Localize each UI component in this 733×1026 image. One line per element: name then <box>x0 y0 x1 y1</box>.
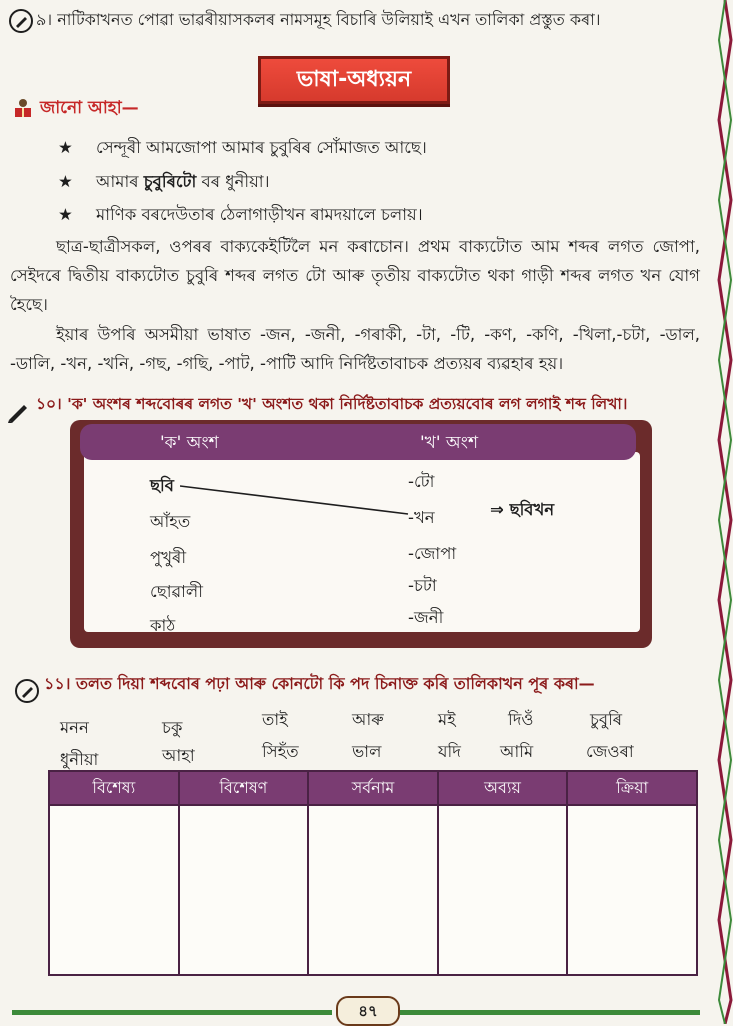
book-reader-icon <box>12 97 34 119</box>
section-title-banner: ভাষা-অধ্যয়ন <box>258 56 450 104</box>
parts-of-speech-table <box>48 770 698 976</box>
pencil-icon <box>6 398 32 424</box>
word: আৰু <box>352 710 384 729</box>
star-icon: ★ <box>58 205 73 224</box>
word: আমি <box>500 742 534 761</box>
table-header: বিশেষণ <box>179 771 309 805</box>
pencil-icon <box>14 678 40 704</box>
footer-line <box>12 1010 332 1015</box>
table-header: অব্যয় <box>438 771 568 805</box>
col-b-item: -খন <box>408 508 435 527</box>
word: যদি <box>438 742 461 761</box>
word: দিওঁ <box>508 710 534 729</box>
bullet-2: ★ আমাৰ চুবুৰিটো বৰ ধুনীয়া। <box>58 172 270 191</box>
col-b-header: 'খ' অংশ <box>420 433 479 453</box>
question-11-text: ১১। তলত দিয়া শব্দবোৰ পঢ়া আৰু কোনটো কি পদ চিনাক্ত কৰি তালিকাখন পূৰ কৰা— <box>44 674 595 693</box>
match-box-header <box>80 424 636 460</box>
table-cell[interactable] <box>438 805 568 975</box>
star-icon: ★ <box>58 138 73 157</box>
col-b-item: -জোপা <box>408 544 457 563</box>
word: চুবুৰি <box>590 710 623 729</box>
explanation-paragraph-1: ছাত্ৰ-ছাত্ৰীসকল, ওপৰৰ বাক্যকেইটিলৈ মন কৰাচোন। প্ৰথম বাক্যটোত আম শব্দৰ লগত জোপা, সেইদৰে দ্বিতীয় বাক্যটোত চুবুৰি শব্দৰ লগত টো আৰু তৃতীয় বাক্যটোত থকা গাড়ী শব্দৰ লগত খন যোগ হৈছে। <box>10 237 700 314</box>
word: জেওৰা <box>586 742 634 761</box>
explanation-paragraph-2: ইয়াৰ উপৰি অসমীয়া ভাষাত -জন, -জনী, -গৰাকী, -টা, -টি, -কণ, -কণি, -খিলা,-চটা, -ডাল, -ডালি, -খন, -খনি, -গছ, -গছি, -পাট, -পাটি আদি নিৰ্দিষ্টতাবাচক প্ৰত্যয়ৰ ব্যৱহাৰ হয়। <box>10 325 700 373</box>
table-header: সৰ্বনাম <box>308 771 438 805</box>
page-border-decoration <box>717 0 733 1024</box>
col-a-header: 'ক' অংশ <box>160 433 219 453</box>
table-cell[interactable] <box>49 805 179 975</box>
col-a-item: আঁহত <box>150 512 191 531</box>
bullet-1: ★ সেন্দূৰী আমজোপা আমাৰ চুবুৰিৰ সোঁমাজত আছে। <box>58 138 427 157</box>
match-connector-line <box>180 480 412 520</box>
word: আহা <box>162 746 195 765</box>
table-cell[interactable] <box>567 805 697 975</box>
footer-line <box>400 1010 700 1015</box>
word: চকু <box>162 718 183 737</box>
col-a-item: ছবি <box>150 476 174 495</box>
table-header: বিশেষ্য <box>49 771 179 805</box>
star-icon: ★ <box>58 172 73 191</box>
table-header: ক্ৰিয়া <box>567 771 697 805</box>
word: ধুনীয়া <box>60 750 99 769</box>
word: তাই <box>262 710 288 729</box>
table-cell[interactable] <box>308 805 438 975</box>
word: সিহঁত <box>262 742 299 761</box>
example-answer: ⇒ ছবিখন <box>490 500 555 519</box>
col-b-item: -জনী <box>408 608 444 627</box>
question-9-text: ৯। নাটিকাখনত পোৱা ভাৱৰীয়াসকলৰ নামসমূহ বিচাৰি উলিয়াই এখন তালিকা প্ৰস্তুত কৰা। <box>36 10 601 29</box>
col-b-item: -টো <box>408 472 435 491</box>
question-10-text: ১০। 'ক' অংশৰ শব্দবোৰৰ লগত 'খ' অংশত থকা নিৰ্দিষ্টতাবাচক প্ৰত্যয়বোৰ লগ লগাই শব্দ লিখা। <box>36 395 628 413</box>
col-a-item: পুখুৰী <box>150 548 187 567</box>
word: ভাল <box>352 742 382 761</box>
word: মই <box>438 710 456 729</box>
col-a-item: ছোৱালী <box>150 582 203 601</box>
bullet-3: ★ মাণিক বৰদেউতাৰ ঠেলাগাড়ীখন ৰামদয়ালে চলায়। <box>58 205 423 224</box>
word: মনন <box>60 718 89 737</box>
page-number: ৪৭ <box>336 996 400 1026</box>
table-cell[interactable] <box>179 805 309 975</box>
col-a-item: কাঠ <box>150 616 176 635</box>
know-heading: জানো আহা— <box>40 98 139 118</box>
pencil-icon <box>8 8 34 34</box>
col-b-item: -চটা <box>408 576 437 595</box>
